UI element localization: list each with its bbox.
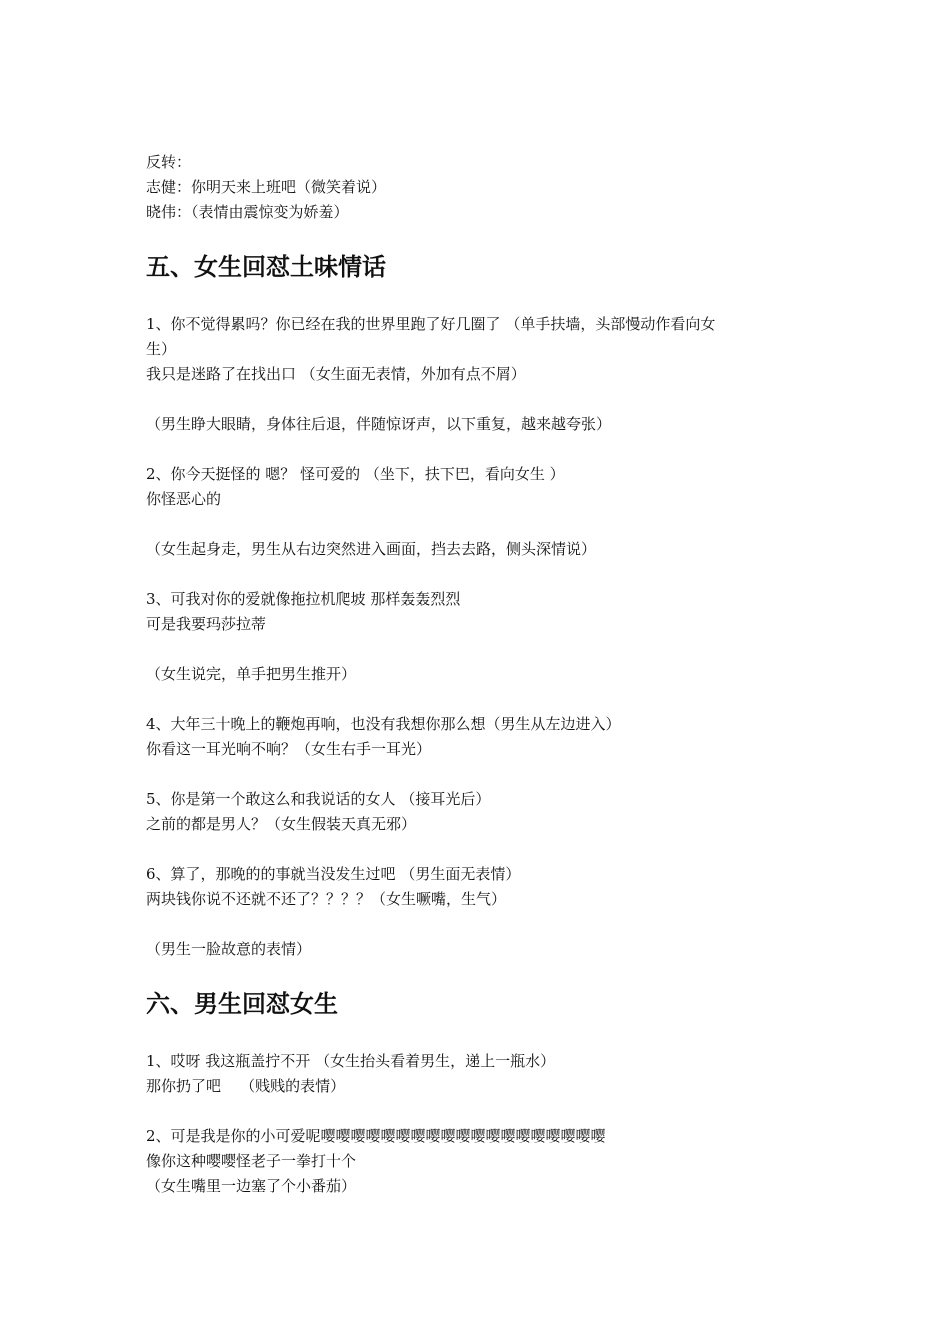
text-line: （男生一脸故意的表情） <box>146 940 312 958</box>
text-line: 2、可是我是你的小可爱呢嘤嘤嘤嘤嘤嘤嘤嘤嘤嘤嘤嘤嘤嘤嘤嘤嘤嘤嘤 <box>146 1127 606 1145</box>
blank-line <box>146 912 826 937</box>
text-line: 两块钱你说不还就不还了？？？？（女生噘嘴，生气） <box>146 890 507 908</box>
text-line: 生） <box>146 340 177 358</box>
intro-block <box>146 150 826 225</box>
text-line: 反转： <box>146 153 192 171</box>
blank-line <box>146 387 826 412</box>
text-line: （女生起身走，男生从右边突然进入画面，挡去去路，侧头深情说） <box>146 540 597 558</box>
text-line: 你看这一耳光响不响？（女生右手一耳光） <box>146 740 432 758</box>
document-page <box>146 150 826 1199</box>
text-line: 之前的都是男人？（女生假装天真无邪） <box>146 815 417 833</box>
text-line: 那你扔了吧 （贱贱的表情） <box>146 1077 346 1095</box>
section-5-heading: 五、女生回怼土味情话 <box>146 253 386 281</box>
blank-line <box>146 512 826 537</box>
blank-line <box>146 437 826 462</box>
section-6-body <box>146 1049 826 1199</box>
text-line: 1、你不觉得累吗？你已经在我的世界里跑了好几圈了 （单手扶墙，头部慢动作看向女 <box>146 315 716 333</box>
section-6-heading: 六、男生回怼女生 <box>146 990 338 1018</box>
blank-line <box>146 762 826 787</box>
blank-line <box>146 562 826 587</box>
blank-line <box>146 837 826 862</box>
blank-line <box>146 687 826 712</box>
text-line: 4、大年三十晚上的鞭炮再响，也没有我想你那么想（男生从左边进入） <box>146 715 621 733</box>
section-5-body <box>146 312 826 962</box>
text-line: 你怪恶心的 <box>146 490 222 508</box>
text-line: 1、哎呀 我这瓶盖拧不开 （女生抬头看着男生，递上一瓶水） <box>146 1052 556 1070</box>
text-line: 6、算了，那晚的的事就当没发生过吧 （男生面无表情） <box>146 865 521 883</box>
text-line: 5、你是第一个敢这么和我说话的女人 （接耳光后） <box>146 790 491 808</box>
text-line: 志健：你明天来上班吧（微笑着说） <box>146 178 387 196</box>
text-line: 3、可我对你的爱就像拖拉机爬坡 那样轰轰烈烈 <box>146 590 461 608</box>
text-line: 可是我要玛莎拉蒂 <box>146 615 267 633</box>
blank-line <box>146 637 826 662</box>
text-line: （男生睁大眼睛，身体往后退，伴随惊讶声，以下重复，越来越夸张） <box>146 415 612 433</box>
text-line: 我只是迷路了在找出口 （女生面无表情，外加有点不屑） <box>146 365 526 383</box>
text-line: （女生嘴里一边塞了个小番茄） <box>146 1177 357 1195</box>
text-line: 2、你今天挺怪的 嗯？ 怪可爱的 （坐下，扶下巴，看向女生 ） <box>146 465 565 483</box>
text-line: 像你这种嘤嘤怪老子一拳打十个 <box>146 1152 357 1170</box>
text-line: （女生说完，单手把男生推开） <box>146 665 357 683</box>
blank-line <box>146 1099 826 1124</box>
text-line: 晓伟：（表情由震惊变为娇羞） <box>146 203 349 221</box>
